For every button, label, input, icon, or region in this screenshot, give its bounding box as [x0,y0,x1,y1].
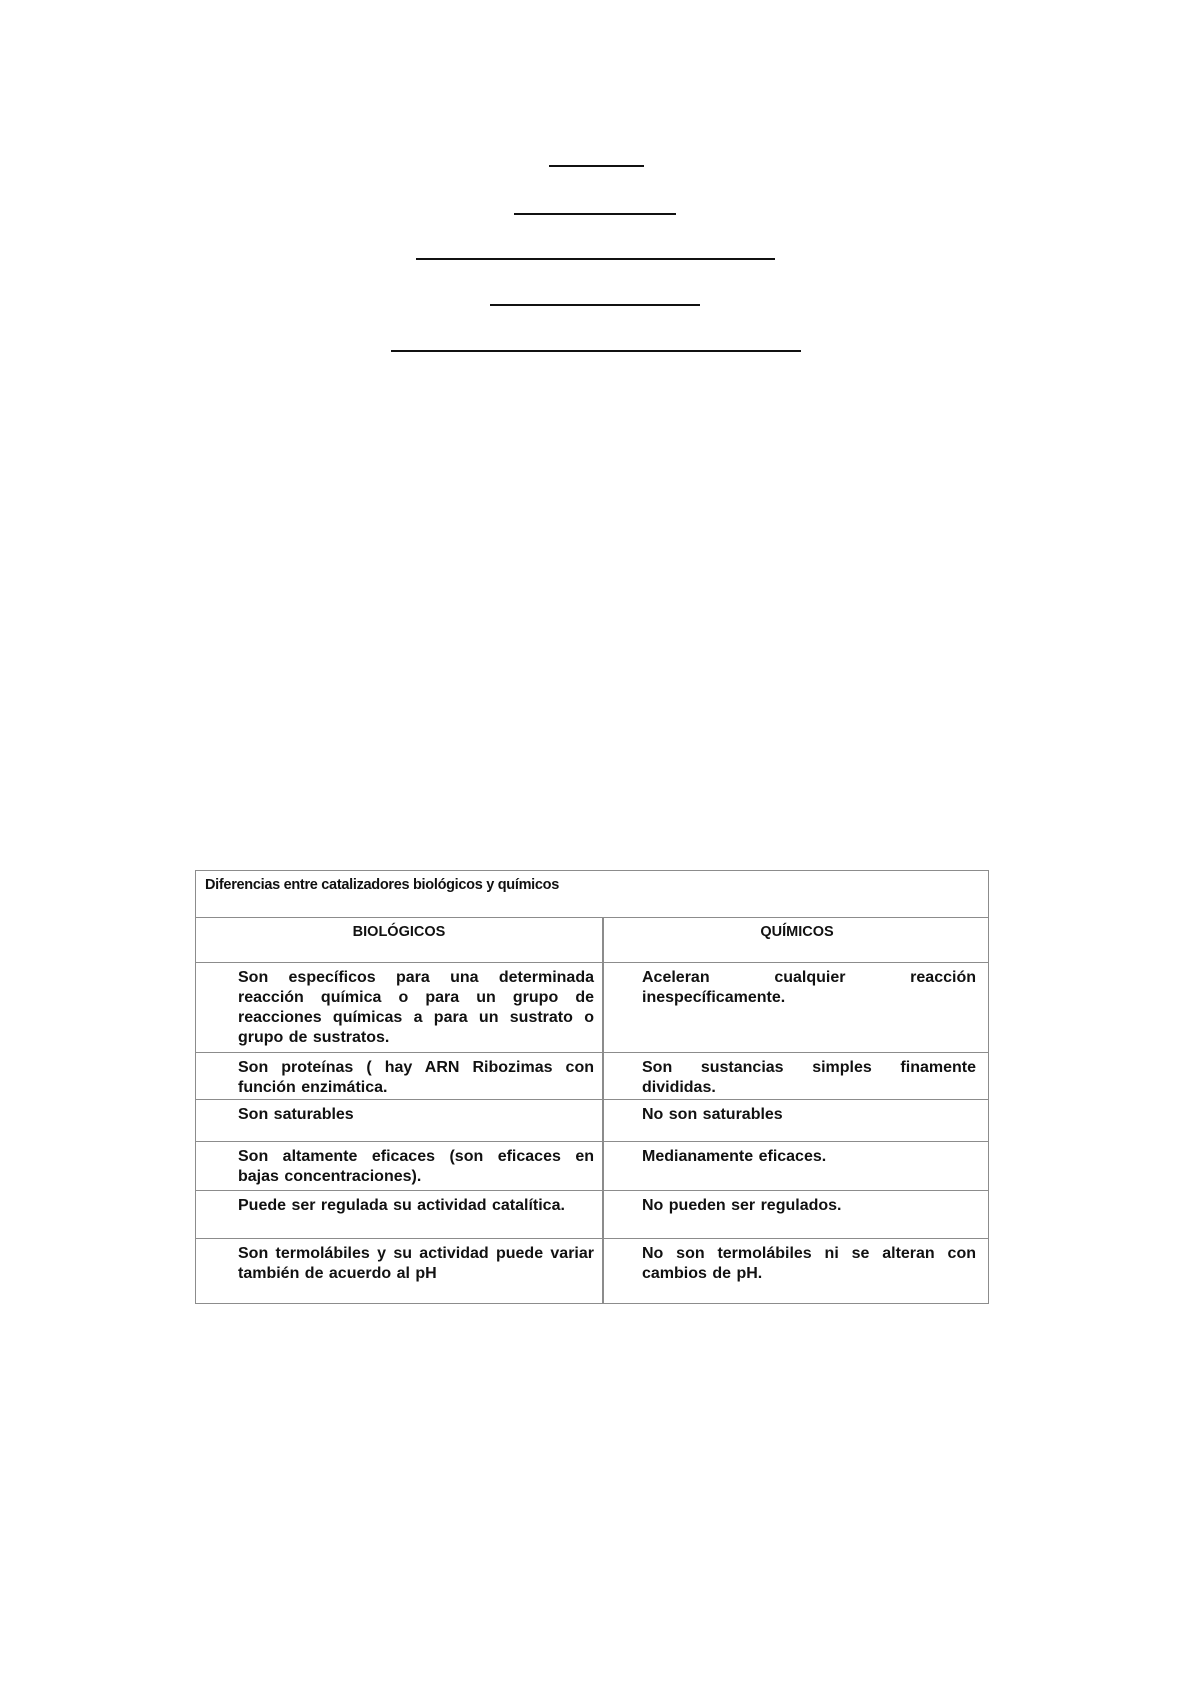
cell-quimicos: No son termolábiles ni se alteran con cambios de pH. [642,1245,976,1282]
title-line-5 [391,350,801,352]
cell-quimicos: Son sustancias simples finamente divididas. [642,1059,976,1096]
cell-biologicos: Son termolábiles y su actividad puede variar también de acuerdo al pH [238,1245,594,1282]
cell-quimicos: No pueden ser regulados. [642,1197,842,1214]
cell-biologicos: Son proteínas ( hay ARN Ribozimas con función enzimática. [238,1059,594,1096]
cell-biologicos: Son altamente eficaces (son eficaces en bajas concentraciones). [238,1148,594,1185]
comparison-table [195,870,989,1304]
cell-quimicos: Aceleran cualquier reacción inespecíficamente. [642,969,976,1006]
cell-biologicos: Son saturables [238,1106,354,1123]
cell-biologicos: Puede ser regulada su actividad catalítica. [238,1197,565,1214]
table-row [196,1239,988,1303]
cell-quimicos: No son saturables [642,1106,783,1123]
table-row [196,1191,988,1239]
cell-biologicos: Son específicos para una determinada reacción química o para un grupo de reacciones químicas a para un sustrato o grupo de sustratos. [238,969,594,1046]
header-quimicos: QUÍMICOS [760,924,834,940]
table-row [196,1142,988,1191]
table-caption: Diferencias entre catalizadores biológicos y químicos [196,871,988,918]
table-header-row [196,918,988,963]
title-line-4 [490,304,700,306]
cell-quimicos: Medianamente eficaces. [642,1148,827,1165]
table-row [196,1053,988,1100]
title-line-3 [416,258,775,260]
title-line-2 [514,213,676,215]
table-row [196,1100,988,1142]
header-biologicos: BIOLÓGICOS [352,924,446,940]
title-line-1 [549,165,644,167]
table-row [196,963,988,1053]
